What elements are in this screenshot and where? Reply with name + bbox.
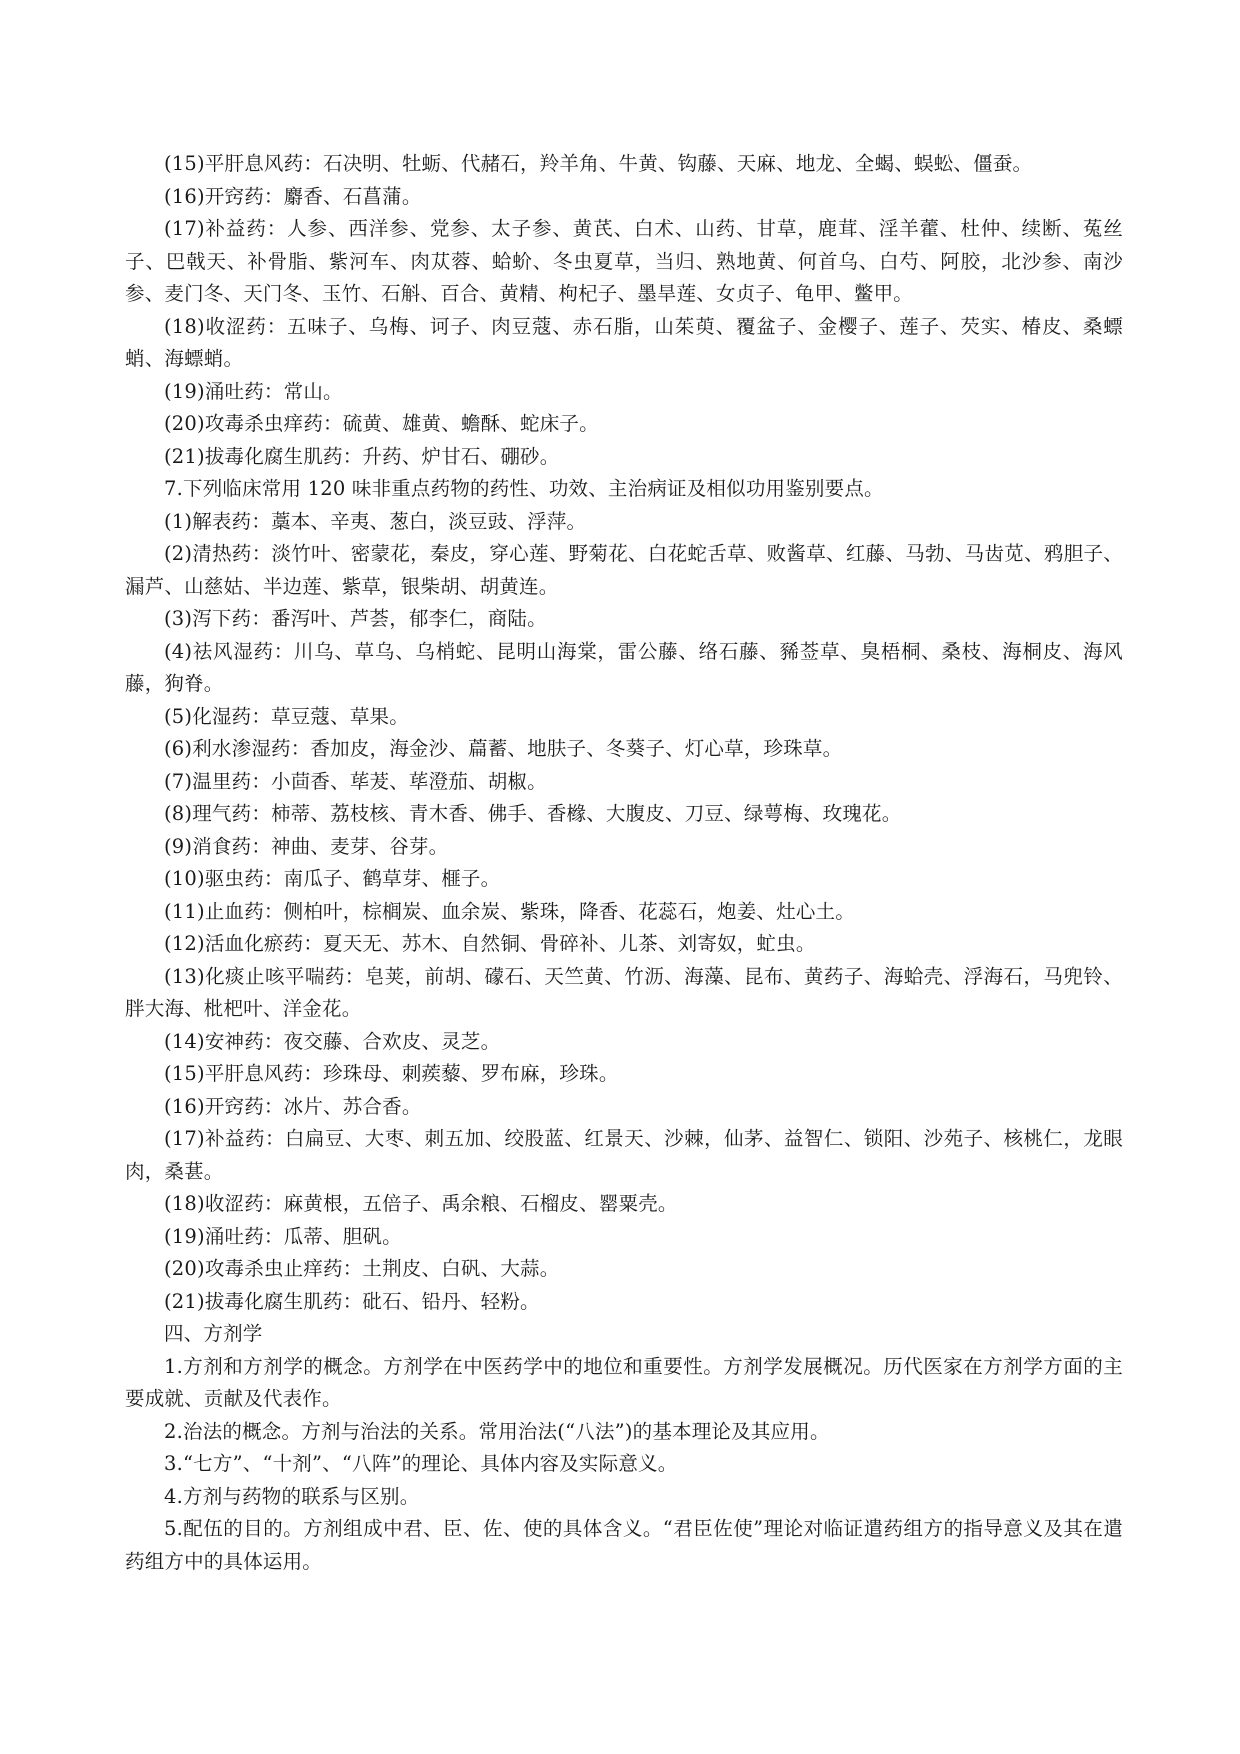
para-minor-1-jiebiao: (1)解表药：藁本、辛夷、葱白，淡豆豉、浮萍。 [164,509,587,533]
para-fangji-2-zhifa: 2.治法的概念。方剂与治法的关系。常用治法(“八法”)的基本理论及其应用。 [164,1419,830,1443]
para-minor-4-qufengshi: (4)祛风湿药：川乌、草乌、乌梢蛇、昆明山海棠，雷公藤、络石藤、豨莶草、臭梧桐、桑枝、海桐皮、海风藤，狗脊。 [125,639,1123,695]
para-minor-14-anshen: (14)安神药：夜交藤、合欢皮、灵芝。 [164,1029,501,1053]
para-minor-20-gongdu: (20)攻毒杀虫止痒药：土荆皮、白矾、大蒜。 [164,1257,560,1280]
para-minor-18-shouse: (18)收涩药：麻黄根，五倍子、禹余粮、石榴皮、罂粟壳。 [164,1192,678,1215]
para-minor-19-yongtu: (19)涌吐药：瓜蒂、胆矾。 [164,1224,402,1248]
para-minor-7-wenli: (7)温里药：小茴香、荜茇、荜澄茄、胡椒。 [164,769,547,793]
para-important-18-shouse: (18)收涩药：五味子、乌梅、诃子、肉豆蔻、赤石脂，山茱萸、覆盆子、金樱子、莲子、芡实、椿皮、桑螵蛸、海螵蛸。 [125,314,1123,370]
para-fangji-1-concept: 1.方剂和方剂学的概念。方剂学在中医药学中的地位和重要性。方剂学发展概况。历代医家在方剂学方面的主要成就、贡献及代表作。 [125,1354,1123,1410]
para-fangji-4-relation: 4.方剂与药物的联系与区别。 [164,1484,420,1508]
para-minor-12-huoxue: (12)活血化瘀药：夏天无、苏木、自然铜、骨碎补、儿茶、刘寄奴，虻虫。 [164,932,816,955]
para-minor-17-buyi: (17)补益药：白扁豆、大枣、刺五加、绞股蓝、红景天、沙棘，仙茅、益智仁、锁阳、沙苑子、核桃仁，龙眼肉，桑葚。 [125,1127,1123,1183]
document-page [125,148,1123,1578]
para-minor-21-badu: (21)拔毒化腐生肌药：砒石、铅丹、轻粉。 [164,1289,540,1313]
para-important-20-gongdu: (20)攻毒杀虫痒药：硫黄、雄黄、蟾酥、蛇床子。 [164,412,599,435]
para-minor-6-lishui: (6)利水渗湿药：香加皮，海金沙、萹蓄、地肤子、冬葵子、灯心草，珍珠草。 [164,737,843,760]
para-minor-10-quchong: (10)驱虫药：南瓜子、鹤草芽、榧子。 [164,867,501,890]
para-important-19-yongtu: (19)涌吐药：常山。 [164,379,343,403]
para-important-17-buyi: (17)补益药：人参、西洋参、党参、太子参、黄芪、白术、山药、甘草，鹿茸、淫羊藿、杜仲、续断、菟丝子、巴戟天、补骨脂、紫河车、肉苁蓉、蛤蚧、冬虫夏草，当归、熟地黄、何首乌、白芍、阿胶，北沙参、南沙参、麦门冬、天门冬、玉竹、石斛、百合、黄精、枸杞子、墨旱莲、女贞子、龟甲、鳖甲。 [125,217,1123,305]
para-minor-3-xiexia: (3)泻下药：番泻叶、芦荟，郁李仁，商陆。 [164,607,547,630]
para-minor-9-xiaoshi: (9)消食药：神曲、麦芽、谷芽。 [164,834,449,858]
para-fangji-3-qifang: 3.“七方”、“十剂”、“八阵”的理论、具体内容及实际意义。 [164,1452,678,1475]
para-minor-13-huatan: (13)化痰止咳平喘药：皂荚，前胡、礞石、天竺黄、竹沥、海藻、昆布、黄药子、海蛤壳、浮海石，马兜铃、胖大海、枇杷叶、洋金花。 [125,964,1123,1020]
para-important-15-pinggan: (15)平肝息风药：石决明、牡蛎、代赭石，羚羊角、牛黄、钩藤、天麻、地龙、全蝎、蜈蚣、僵蚕。 [164,152,1033,175]
para-important-21-badu: (21)拔毒化腐生肌药：升药、炉甘石、硼砂。 [164,444,560,468]
para-minor-16-kaiqiao: (16)开窍药：冰片、苏合香。 [164,1094,422,1118]
para-minor-5-huashi: (5)化湿药：草豆蔻、草果。 [164,704,409,728]
para-minor-2-qingre: (2)清热药：淡竹叶、密蒙花，秦皮，穿心莲、野菊花、白花蛇舌草、败酱草、红藤、马勃、马齿苋、鸦胆子、漏芦、山慈姑、半边莲、紫草，银柴胡、胡黄连。 [125,542,1123,598]
para-minor-11-zhixue: (11)止血药：侧柏叶，棕榈炭、血余炭、紫珠，降香、花蕊石，炮姜、灶心土。 [164,899,855,923]
para-minor-15-pinggan: (15)平肝息风药：珍珠母、刺蒺藜、罗布麻，珍珠。 [164,1062,619,1085]
section-heading-fangjixue: 四、方剂学 [164,1322,263,1345]
para-fangji-5-peiwu: 5.配伍的目的。方剂组成中君、臣、佐、使的具体含义。“君臣佐使”理论对临证遣药组方的指导意义及其在遣药组方中的具体运用。 [125,1517,1123,1573]
para-item-7-heading: 7.下列临床常用 120 味非重点药物的药性、功效、主治病证及相似功用鉴别要点。 [164,477,884,500]
para-minor-8-liqi: (8)理气药：柿蒂、荔枝核、青木香、佛手、香橼、大腹皮、刀豆、绿萼梅、玫瑰花。 [164,802,902,825]
para-important-16-kaiqiao: (16)开窍药：麝香、石菖蒲。 [164,184,422,208]
